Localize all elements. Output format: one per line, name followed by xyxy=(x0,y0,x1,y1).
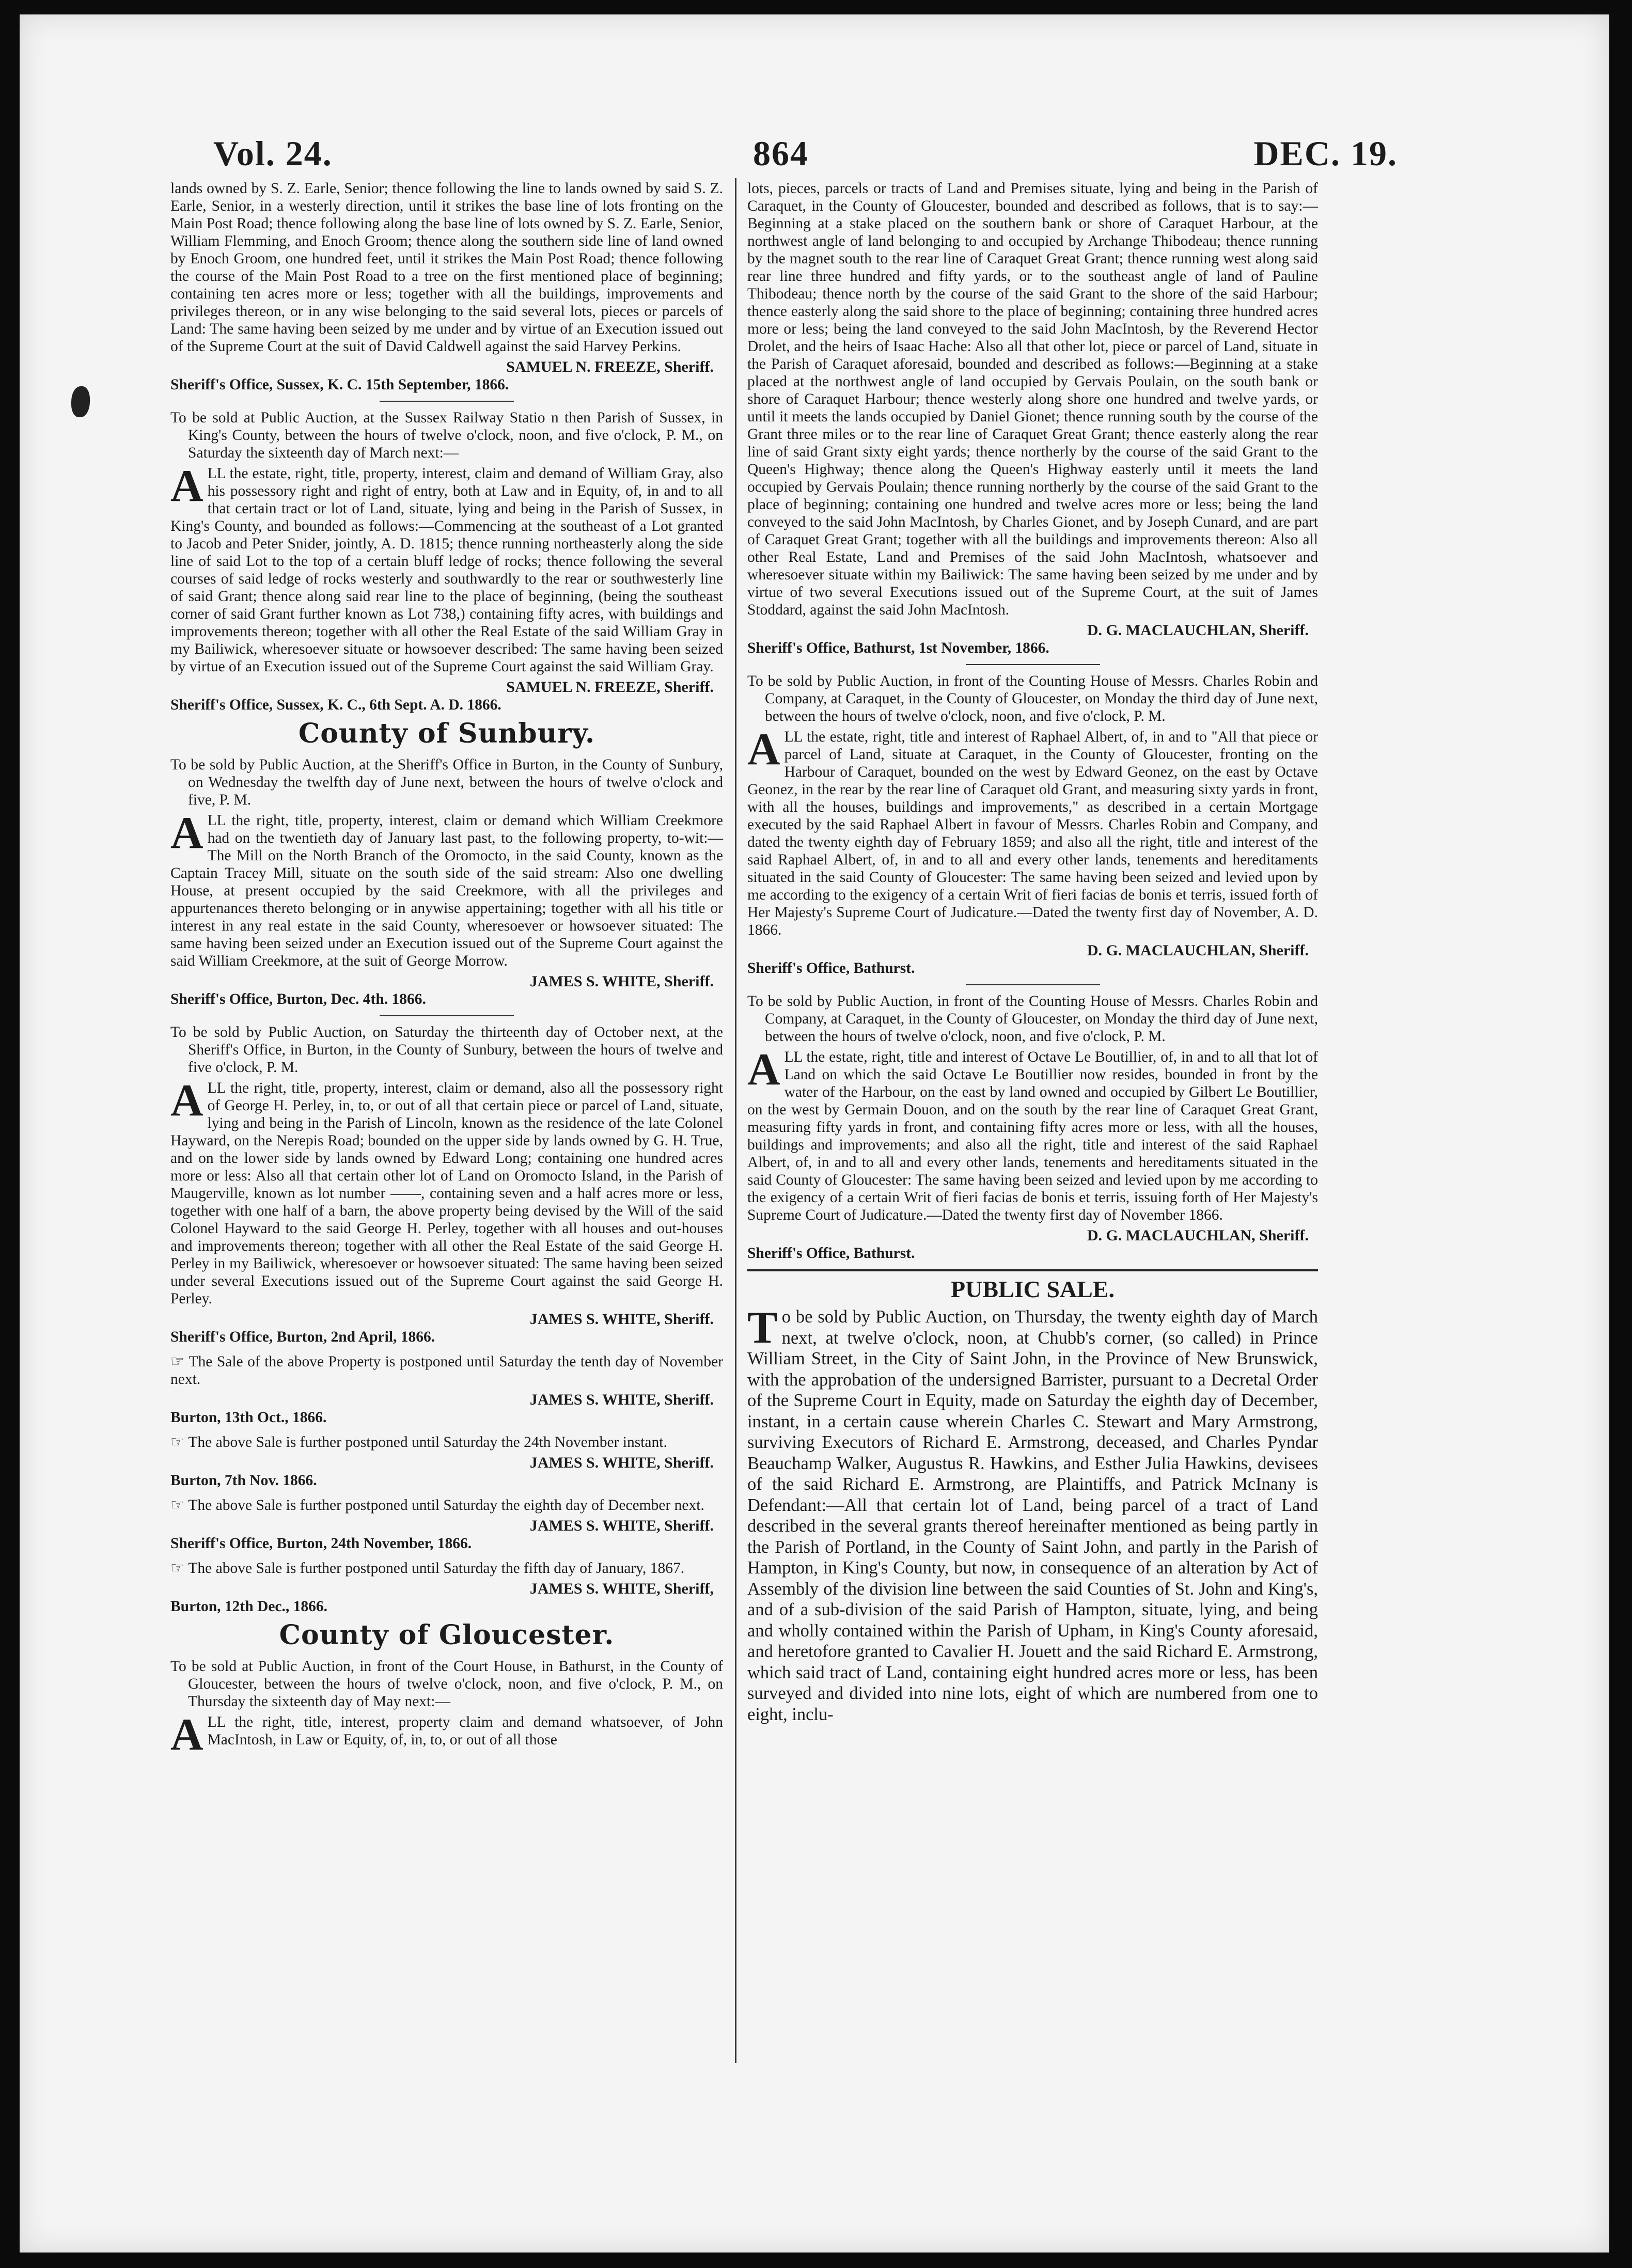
postponement-text: The Sale of the above Property is postponed until Saturday the tenth day of November next. xyxy=(170,1353,723,1388)
sale-intro: To be sold at Public Auction, in front of the Court House, in Bathurst, in the County of Gloucester, between the hours of twelve o'clock, noon, and five o'clock, P. M., on Thursday the sixteenth day of May next:— xyxy=(170,1658,723,1710)
sheriff-signature: JAMES S. WHITE, Sheriff. xyxy=(529,1311,714,1328)
sheriff-signature: D. G. MACLAUCHLAN, Sheriff. xyxy=(1087,622,1309,639)
right-column xyxy=(747,180,1318,1728)
postponement-notice xyxy=(170,1353,723,1388)
postponement-notice xyxy=(170,1434,723,1451)
notice-text: ALL the estate, right, title and interest of Raphael Albert, of, in and to "All that piece or parcel of Land, situate at Caraquet, in the County of Gloucester, fronting on the Harbour of Caraquet, bounded on the west by Edward Geonez, on the east by Octave Geonez, in the rear by the rear line of Caraquet old Grant, and measuring sixty yards in front, with all the houses, buildings and improvements," as described in a certain Mortgage executed by the said Raphael Albert in favour of Messrs. Charles Robin and Company, and dated the twenty eighth day of February 1859; and also all the right, title and interest of the said Raphael Albert, of, in and to all and every other lands, tenements and hereditaments situated in the said County of Gloucester: The same having been seized and levied upon by me according to the exigency of a certain Writ of fieri facias de bonis et terris, issued forth of Her Majesty's Supreme Court of Judicature.—Dated the twenty first day of November, A. D. 1866. xyxy=(747,724,1318,938)
sheriff-signature: JAMES S. WHITE, Sheriff. xyxy=(529,1391,714,1408)
sale-intro: To be sold by Public Auction, on Saturday the thirteenth day of October next, at the Sheriff's Office, in Burton, in the County of Sunbury, between the hours of twelve and five o'clock, P. M. xyxy=(170,1024,723,1076)
notice-text: ALL the right, title, property, interest, claim or demand, also all the possessory right of George H. Perley, in, to, or out of all that certain piece or parcel of Land, situate, lying and being in the Parish of Lincoln, known as the residence of the late Colonel Hayward, on the Nerepis Road; bounded on the upper side by lands owned by G. H. True, and on the lower side by lands owned by Edward Long; containing one hundred acres more or less: Also all that certain other lot of Land on Oromocto Island, in the Parish of Maugerville, known as lot number ——, containing seven and a half acres more or less, together with one half of a barn, the above property being devised by the Will of the said Colonel Hayward to the said George H. Perley, together with all houses and out-houses and improvements thereon; together with all other the Real Estate of the said George H. Perley in my Bailiwick, wheresoever or howsoever situated: The same having been seized under several Executions issued out of the Supreme Court against the said George H. Perley. xyxy=(170,1076,723,1307)
sale-intro: To be sold at Public Auction, at the Sussex Railway Statio n then Parish of Sussex, in King's County, between the hours of twelve o'clock, noon, and five o'clock, P. M., on Saturday the sixteenth day of March next:— xyxy=(170,410,723,461)
pointing-hand-icon: ☞ xyxy=(170,1497,189,1514)
county-heading: County of Sunbury. xyxy=(298,718,595,749)
postponement-text: The above Sale is further postponed until Saturday the fifth day of January, 1867. xyxy=(188,1560,685,1577)
postponement-notice xyxy=(170,1560,723,1577)
office-dateline: Sheriff's Office, Sussex, K. C., 6th Sept. A. D. 1866. xyxy=(170,697,501,713)
sheriff-signature: JAMES S. WHITE, Sheriff. xyxy=(529,1517,714,1534)
pointing-hand-icon: ☞ xyxy=(170,1353,189,1370)
rule xyxy=(966,664,1100,665)
postponement-notice xyxy=(170,1497,723,1514)
dateline: Burton, 13th Oct., 1866. xyxy=(170,1409,327,1426)
heavy-rule xyxy=(747,1269,1318,1271)
sheriff-signature: D. G. MACLAUCHLAN, Sheriff. xyxy=(1087,942,1309,959)
office-dateline: Sheriff's Office, Burton, 2nd April, 1866. xyxy=(170,1329,435,1345)
rule xyxy=(380,1015,514,1016)
rule xyxy=(966,984,1100,985)
notice-text: ALL the estate, right, title, property, interest, claim and demand of William Gray, also his possessory right and right of entry, both at Law and in Equity, of, in and to all that certain tract or lot of Land, situate, lying and being in the Parish of Sussex, in King's County, and bounded as follows:—Commencing at the southeast of a Lot granted to Jacob and Peter Snider, jointly, A. D. 1815; thence running northeasterly along the side line of said Lot to the top of a certain bluff ledge of rocks; thence following the several courses of said ledge of rocks westerly and southwardly to the rear or southwesterly line of said Grant; thence along said rear line to the place of beginning, (being the southeast corner of said Grant further known as Lot 738,) containing fifty acres, with buildings and improvements thereon; together with all other the Real Estate of the said William Gray in my Bailiwick, wheresoever situate or howsoever described: The same having been seized by virtue of an Execution issued out of the Supreme Court against the said William Gray. xyxy=(170,461,723,675)
page-number: 864 xyxy=(753,134,809,173)
notice-text: ALL the right, title, interest, property claim and demand whatsoever, of John MacIntosh, in Law or Equity, of, in, to, or out of all those xyxy=(170,1710,723,1760)
office-dateline: Sheriff's Office, Sussex, K. C. 15th September, 1866. xyxy=(170,376,509,393)
office-dateline: Sheriff's Office, Bathurst. xyxy=(747,1245,915,1262)
county-heading: County of Gloucester. xyxy=(279,1619,615,1651)
office-dateline: Sheriff's Office, Bathurst. xyxy=(747,960,915,976)
notice-text: ALL the estate, right, title and interest of Octave Le Boutillier, of, in and to all that lot of Land on which the said Octave Le Boutillier now resides, bounded in front by the water of the Harbour, on the east by land owned and occupied by Gilbert Le Boutillier, on the west by Germain Douon, and on the south by the rear line of Caraquet Great Grant, measuring fifty yards in front, and containing fifty acres more or less, with all the houses, buildings and improvements; and also all the right, title and interest of the said Raphael Albert, of, in and to all and every other lands, tenements and hereditaments situated in the said County of Gloucester: The same having been seized and levied upon by me according to the exigency of a certain Writ of fieri facias de bonis et terris, issuing forth of Her Majesty's Supreme Court of Judicature.—Dated the twenty first day of November 1866. xyxy=(747,1045,1318,1223)
dateline: Burton, 7th Nov. 1866. xyxy=(170,1472,317,1489)
notice-text: lots, pieces, parcels or tracts of Land and Premises situate, lying and being in the Parish of Caraquet, in the County of Gloucester, bounded and described as follows, that is to say:—Beginning at a stake placed on the southern bank or shore of Caraquet Harbour, at the northwest angle of land belonging to and occupied by Archange Thibodeau; thence running by the magnet south to the rear line of Caraquet Great Grant; thence running west along said rear line three hundred and fifty yards, or to the southeast angle of land of Pauline Thibodeau; thence north by the course of the said Grant to the shore of the said Harbour; thence easterly along the said shore to the place of beginning; containing three hundred acres more or less; being the land conveyed to the said John MacIntosh, by the Reverend Hector Drolet, and the heirs of Isaac Hache: Also all that other lot, piece or parcel of Land, situate in the Parish of Caraquet aforesaid, bounded and described as follows:—Beginning at a stake placed at the northwest angle of land occupied by Gervais Poulain, on the south bank or shore of Caraquet Harbour; thence westerly along shore one hundred and twelve yards, or until it meets the lands occupied by Daniel Gionet; thence running south by the course of the Grant three miles or to the rear line of Caraquet Great Grant; thence easterly along the rear line of said Grant sixty eight yards; thence northerly by the course of the said Grant to the Queen's Highway; thence along the Queen's Highway easterly until it meets the land occupied by Gervais Poulain; thence running northerly by the course of the said Grant to the place of beginning; containing one hundred and twelve acres more or less; being the land conveyed to the said John MacIntosh, by Charles Gionet, and by Joseph Cunard, and are part of Caraquet Great Grant; together with all the buildings and improvements thereon: Also all other Real Estate, Land and Premises of the said John MacIntosh, whatsoever and wheresoever situate within my Bailiwick: The same having been seized by me under and by virtue of two several Executions issued out of the Supreme Court, at the suit of James Stoddard, against the said John MacIntosh. xyxy=(747,180,1318,618)
sale-intro: To be sold by Public Auction, at the Sheriff's Office in Burton, in the County of Sunbury, on Wednesday the twelfth day of June next, between the hours of twelve o'clock and five, P. M. xyxy=(170,757,723,808)
sheriff-signature: D. G. MACLAUCHLAN, Sheriff. xyxy=(1087,1227,1309,1244)
office-dateline: Sheriff's Office, Burton, Dec. 4th. 1866. xyxy=(170,991,426,1007)
sale-intro: To be sold by Public Auction, in front of the Counting House of Messrs. Charles Robin and Company, at Caraquet, in the County of Gloucester, on Monday the third day of June next, between the hours of twelve o'clock, noon, and five o'clock, P. M. xyxy=(747,673,1318,724)
left-column xyxy=(170,180,723,1760)
pointing-hand-icon: ☞ xyxy=(170,1560,189,1577)
sale-intro: To be sold by Public Auction, in front of the Counting House of Messrs. Charles Robin and Company, at Caraquet, in the County of Gloucester, on Monday the third day of June next, between the hours of twelve o'clock, noon, and five o'clock, P. M. xyxy=(747,993,1318,1045)
postponement-text: The above Sale is further postponed until Saturday the eighth day of December next. xyxy=(188,1497,704,1514)
sheriff-signature: SAMUEL N. FREEZE, Sheriff. xyxy=(506,358,714,375)
dateline: Sheriff's Office, Burton, 24th November, 1866. xyxy=(170,1535,472,1552)
notice-text: ALL the right, title, property, interest, claim or demand which William Creekmore had on the twentieth day of January last past, to the following property, to-wit:—The Mill on the North Branch of the Oromocto, in the said County, known as the Captain Tracey Mill, situate on the south side of the said stream: Also one dwelling House, at present occupied by the said Creekmore, with all the privileges and appurtenances thereto belonging or in anywise appertaining; together with all his title or interest in any real estate in the said County, wheresoever or howsoever situated: The same having been seized under an Execution issued out of the Supreme Court against the said William Creekmore, at the suit of George Morrow. xyxy=(170,808,723,969)
dateline: Burton, 12th Dec., 1866. xyxy=(170,1598,328,1615)
sheriff-signature: JAMES S. WHITE, Sheriff. xyxy=(529,1454,714,1471)
notice-text: lands owned by S. Z. Earle, Senior; thence following the line to lands owned by said S. Z. Earle, Senior, in a westerly direction, until it strikes the base line of lots fronting on the Main Post Road; thence following along the base line of lots owned by S. Z. Earle, Senior, William Flemming, and Enoch Groom; thence along the southern side line of land owned by Enoch Groom, one hundred feet, until it strikes the Main Post Road; thence following the course of the Main Post Road to a tree on the first mentioned place of beginning; containing ten acres more or less; together with all the buildings, improvements and privileges thereon, or in any wise belonging to the said several lots, pieces or parcels of Land: The same having been seized by me under and by virtue of an Execution issued out of the Supreme Court at the suit of David Caldwell against the said Harvey Perkins. xyxy=(170,180,723,355)
public-sale-text: To be sold by Public Auction, on Thursday, the twenty eighth day of March next, at twelve o'clock, noon, at Chubb's corner, (so called) in Prince William Street, in the City of Saint John, in the Province of New Brunswick, with the approbation of the undersigned Barrister, pursuant to a Decretal Order of the Supreme Court in Equity, made on Saturday the eighth day of December, instant, in a certain cause wherein Charles C. Stewart and Mary Armstrong, surviving Executors of Richard E. Armstrong, deceased, and Charles Pyndar Beauchamp Walker, Augustus R. Hawkins, and Esther Julia Hawkins, devisees of the said Richard E. Armstrong, are Plaintiffs, and Patrick McInany is Defendant:—All that certain lot of Land, being parcel of a tract of Land described in the several grants thereof hereinafter mentioned as being partly in the Parish of Portland, in the County of Saint John, and partly in the Parish of Hampton, in King's County, but now, in consequence of an alteration by Act of Assembly of the division line between the said Counties of St. John and King's, and of a sub-division of the said Parish of Hampton, situate, lying, and being and wholly contained within the Parish of Upham, in King's County aforesaid, and heretofore granted to Cavalier H. Jouett and the said Richard E. Armstrong, which said tract of Land, containing eight hundred acres more or less, has been surveyed and divided into nine lots, eight of which are numbered from one to eight, inclu- xyxy=(747,1303,1318,1724)
sheriff-signature: SAMUEL N. FREEZE, Sheriff. xyxy=(506,679,714,696)
public-sale-heading: PUBLIC SALE. xyxy=(951,1276,1115,1302)
ink-blot xyxy=(71,386,90,417)
postponement-text: The above Sale is further postponed until Saturday the 24th November instant. xyxy=(188,1434,667,1451)
column-divider xyxy=(735,178,736,2063)
rule xyxy=(380,401,514,402)
issue-date: DEC. 19. xyxy=(1253,134,1398,173)
pointing-hand-icon: ☞ xyxy=(170,1434,189,1451)
office-dateline: Sheriff's Office, Bathurst, 1st November, 1866. xyxy=(747,640,1049,656)
volume-number: Vol. 24. xyxy=(213,134,333,173)
sheriff-signature: JAMES S. WHITE, Sheriff, xyxy=(529,1580,714,1597)
sheriff-signature: JAMES S. WHITE, Sheriff. xyxy=(529,973,714,990)
